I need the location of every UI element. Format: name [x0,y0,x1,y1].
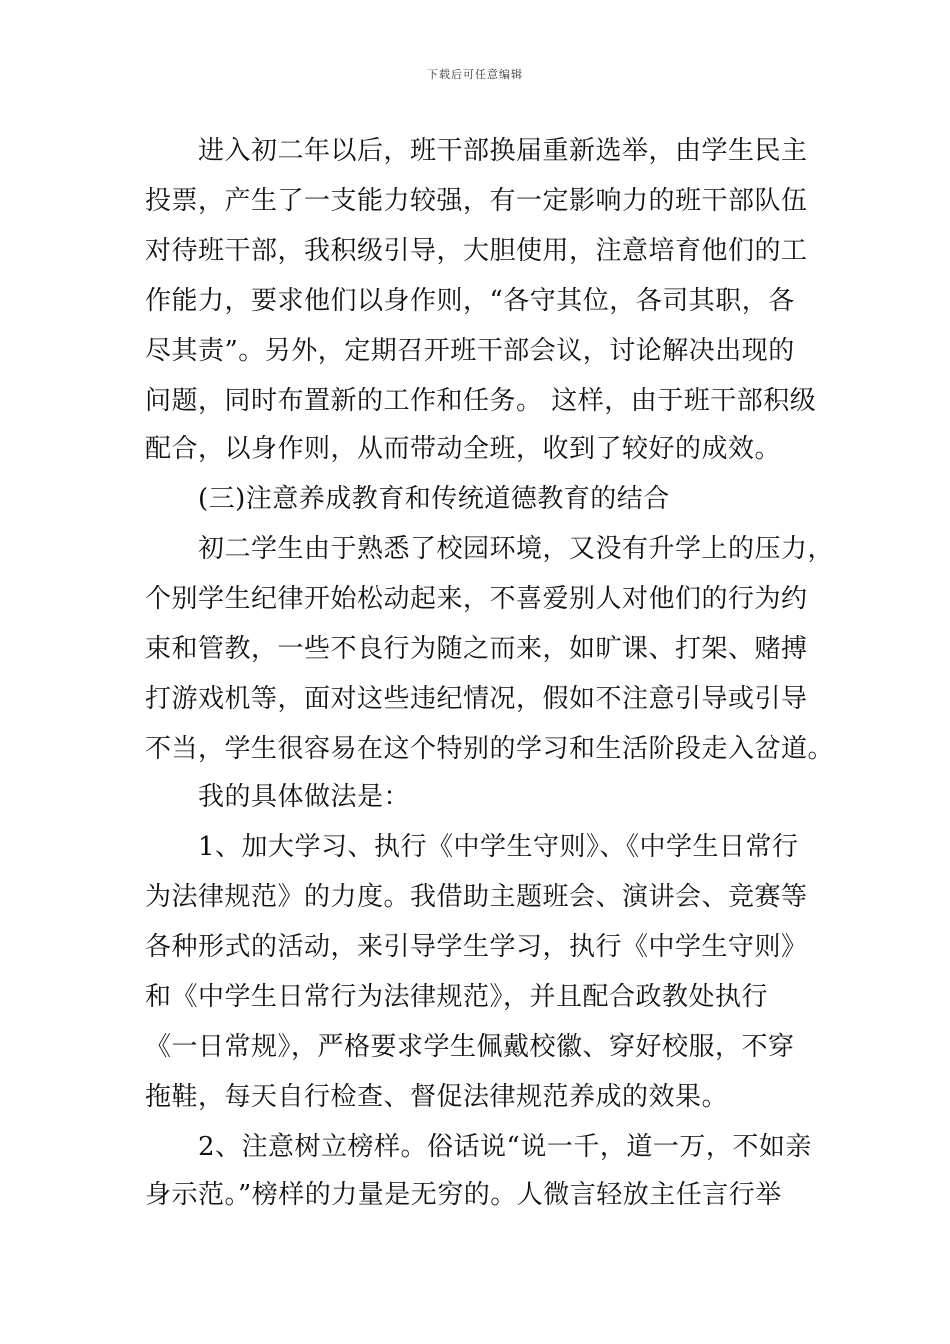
text-line: 不当，学生很容易在这个特别的学习和生活阶段走入岔道。 [145,734,835,764]
text-line: 配合，以身作则，从而带动全班，收到了较好的成效。 [145,434,782,464]
text-line: 对待班干部，我积级引导，大胆使用，注意培育他们的工 [145,236,808,266]
section-heading: (三)注意养成教育和传统道德教育的结合 [198,484,670,514]
text-line: 《一日常规》，严格要求学生佩戴校徽、穿好校服，不穿 [145,1032,795,1062]
text-line: 我的具体做法是： [198,782,411,812]
text-line: 初二学生由于熟悉了校园环境，又没有升学上的压力， [198,534,835,564]
text-line: 进入初二年以后，班干部换届重新选举，由学生民主 [198,136,808,166]
text-line: 拖鞋，每天自行检查、督促法律规范养成的效果。 [145,1082,729,1112]
text-line: 各种形式的活动，来引导学生学习，执行《中学生守则》 [145,932,808,962]
text-line: 尽其责”。另外，定期召开班干部会议，讨论解决出现的 [145,336,795,366]
page-header: 下载后可任意编辑 [427,68,523,81]
text-line: 打游戏机等，面对这些违纪情况，假如不注意引导或引导 [145,684,808,714]
text-line: 个别学生纪律开始松动起来，不喜爱别人对他们的行为约 [145,584,808,614]
text-line: 和《中学生日常行为法律规范》，并且配合政教处执行 [145,982,769,1012]
text-line: 2、注意树立榜样。俗话说“说一千，道一万，不如亲 [198,1132,812,1162]
text-line: 问题，同时布置新的工作和任务。 这样，由于班干部积级 [145,386,817,416]
text-line: 1、加大学习、执行《中学生守则》、《中学生日常行 [198,832,799,862]
text-line: 束和管教，一些不良行为随之而来，如旷课、打架、赌搏 [145,634,808,664]
text-line: 作能力，要求他们以身作则，“各守其位，各司其职，各 [145,286,795,316]
text-line: 身示范。”榜样的力量是无穷的。人微言轻放主任言行举 [145,1180,782,1210]
text-line: 为法律规范》的力度。我借助主题班会、演讲会、竞赛等 [145,882,808,912]
text-line: 投票，产生了一支能力较强，有一定影响力的班干部队伍 [145,186,808,216]
